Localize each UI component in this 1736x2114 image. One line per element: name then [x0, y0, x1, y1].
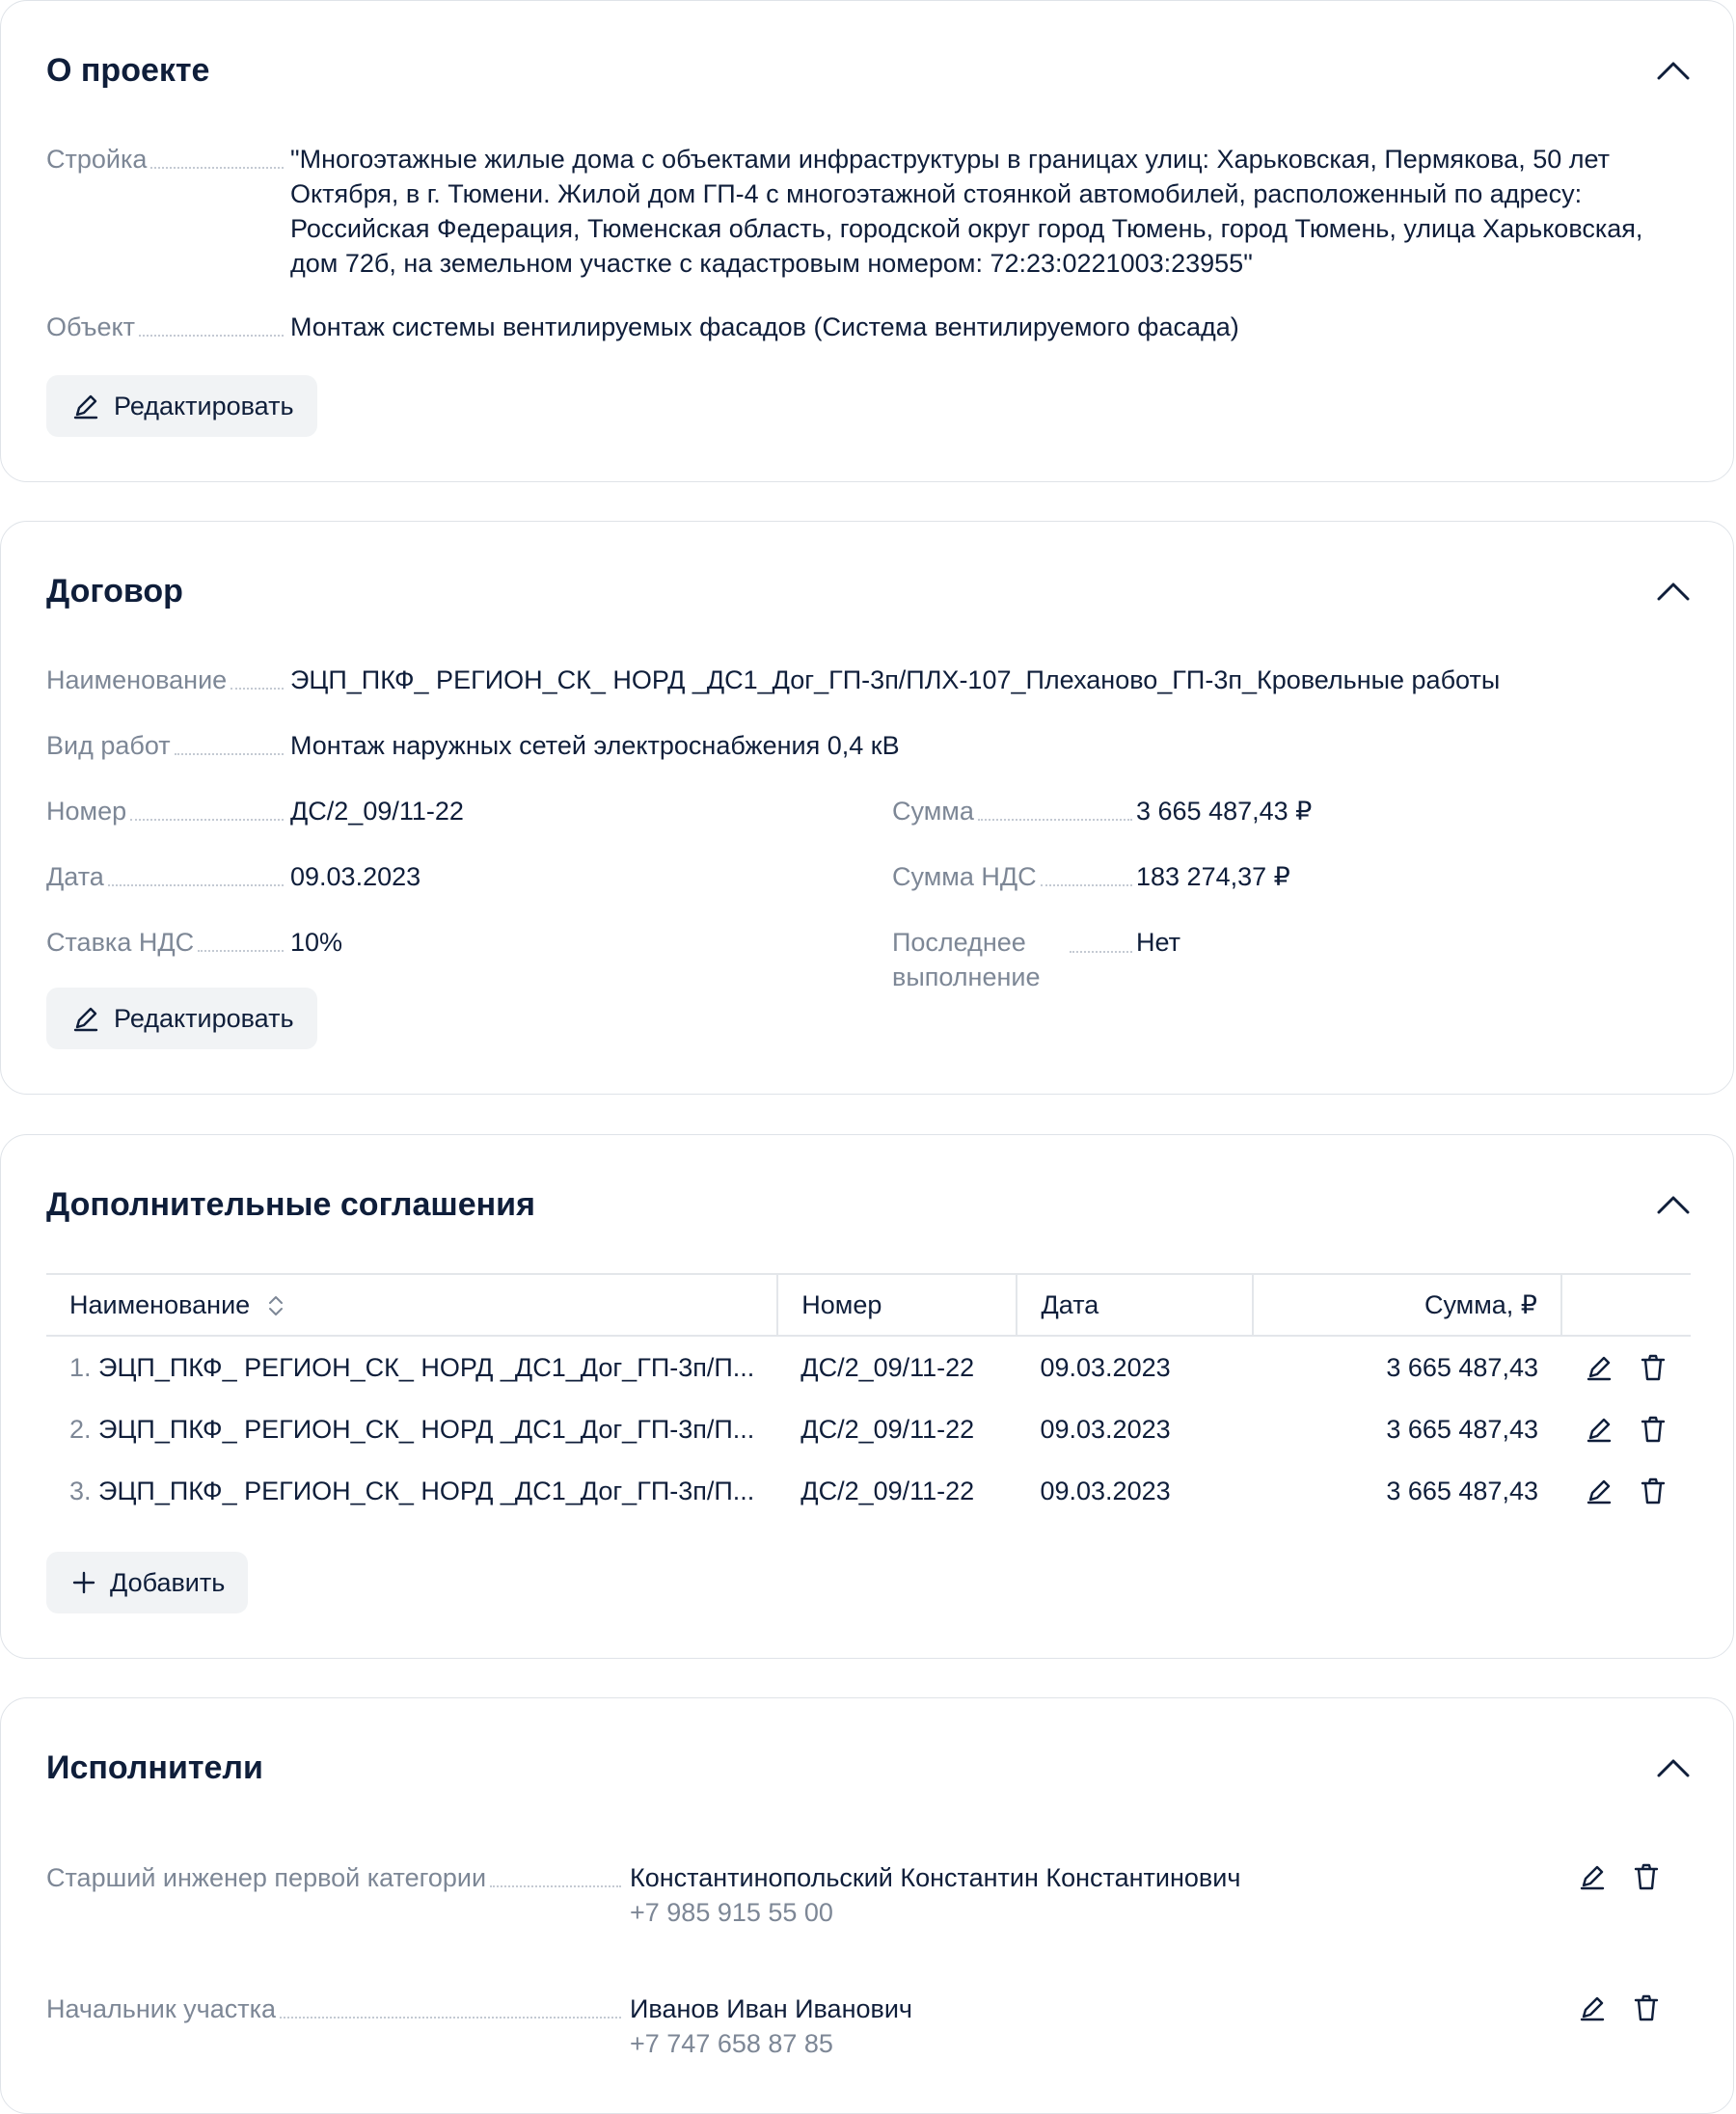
contract-title: Договор [46, 573, 183, 610]
executors-title: Исполнители [46, 1749, 263, 1786]
agreements-collapse-button[interactable] [1652, 1183, 1695, 1226]
executor-edit-button[interactable] [1578, 1862, 1607, 1891]
row-date: 09.03.2023 [1040, 1352, 1171, 1382]
project-edit-button[interactable] [46, 375, 317, 437]
project-collapse-button[interactable] [1652, 49, 1695, 92]
executor-phone: +7 747 658 87 85 [630, 2029, 833, 2058]
executor-role: Старший инженер первой категории [46, 1863, 487, 1892]
pencil-icon [71, 1004, 100, 1033]
construction-value: "Многоэтажные жилые дома с объектами инфраструктуры в границах улиц: Харьковская, Пермякова, 50 лет Октября, в г. Тюмени. Жилой дом ГП-4 с многоэтажной стоянкой автомобилей, расположенный по адресу: Российская Федерация, Тюменская область, городской округ город Тюмень, город Тюмень, улица Харьковская, дом 72б, на земельном участке с кадастровым номером: 72:23:0221003:23955" [290, 145, 1643, 278]
row-name: ЭЦП_ПКФ_ РЕГИОН_СК_ НОРД _ДС1_Дог_ГП-3п/П... [98, 1414, 755, 1444]
column-date-header: Дата [1017, 1274, 1253, 1336]
row-edit-button[interactable] [1585, 1353, 1614, 1382]
contract-edit-button[interactable] [46, 988, 317, 1049]
row-delete-button[interactable] [1639, 1353, 1668, 1382]
executors-card [0, 1697, 1734, 2114]
table-header-row [46, 1274, 1691, 1336]
contract-work-value: Монтаж наружных сетей электроснабжения 0,4 кВ [290, 731, 900, 760]
contract-name-value: ЭЦП_ПКФ_ РЕГИОН_СК_ НОРД _ДС1_Дог_ГП-3п/ПЛХ-107_Плеханово_ГП-3п_Кровельные работы [290, 665, 1501, 694]
pencil-icon [1585, 1415, 1614, 1444]
executor-delete-button[interactable] [1632, 1862, 1661, 1891]
row-sum: 3 665 487,43 [1386, 1352, 1538, 1382]
row-number-value: ДС/2_09/11-22 [800, 1476, 975, 1505]
column-name-header[interactable]: Наименование [46, 1274, 777, 1336]
pencil-icon [1585, 1353, 1614, 1382]
row-sum: 3 665 487,43 [1386, 1476, 1538, 1505]
trash-icon [1639, 1353, 1668, 1382]
sort-icon[interactable] [267, 1293, 285, 1318]
trash-icon [1632, 1862, 1661, 1891]
column-number-header: Номер [777, 1274, 1017, 1336]
add-agreement-label: Добавить [110, 1567, 226, 1597]
contract-last-value: Нет [1136, 928, 1180, 957]
contract-date-label: Дата [46, 862, 104, 891]
row-name: ЭЦП_ПКФ_ РЕГИОН_СК_ НОРД _ДС1_Дог_ГП-3п/П... [98, 1352, 755, 1382]
agreements-table [46, 1273, 1691, 1522]
row-number: 1. [69, 1352, 92, 1382]
trash-icon [1639, 1477, 1668, 1505]
row-sum: 3 665 487,43 [1386, 1414, 1538, 1444]
executor-name: Константинопольский Константин Константинович [630, 1863, 1241, 1892]
executor-delete-button[interactable] [1632, 1993, 1661, 2022]
chevron-up-icon [1657, 1758, 1690, 1777]
construction-label: Стройка [46, 145, 148, 174]
contract-work-label: Вид работ [46, 731, 171, 760]
trash-icon [1639, 1415, 1668, 1444]
contract-vat-sum-label: Сумма НДС [892, 862, 1037, 891]
contract-date-value: 09.03.2023 [290, 862, 421, 891]
contract-vat-rate-value: 10% [290, 928, 343, 957]
project-card [0, 0, 1734, 482]
row-number-value: ДС/2_09/11-22 [800, 1352, 975, 1382]
executor-phone: +7 985 915 55 00 [630, 1898, 833, 1927]
row-date: 09.03.2023 [1040, 1414, 1171, 1444]
column-actions-header [1561, 1274, 1691, 1336]
executors-collapse-button[interactable] [1652, 1747, 1695, 1789]
pencil-icon [1585, 1477, 1614, 1505]
row-delete-button[interactable] [1639, 1477, 1668, 1505]
executor-name: Иванов Иван Иванович [630, 1994, 912, 2023]
pencil-icon [71, 392, 100, 420]
contract-number-value: ДС/2_09/11-22 [290, 797, 464, 826]
row-name: ЭЦП_ПКФ_ РЕГИОН_СК_ НОРД _ДС1_Дог_ГП-3п/П... [98, 1476, 755, 1505]
chevron-up-icon [1657, 61, 1690, 80]
row-number: 3. [69, 1476, 92, 1505]
row-delete-button[interactable] [1639, 1415, 1668, 1444]
contract-number-label: Номер [46, 797, 127, 826]
row-number-value: ДС/2_09/11-22 [800, 1414, 975, 1444]
trash-icon [1632, 1993, 1661, 2022]
project-edit-label: Редактировать [114, 391, 294, 420]
contract-vat-sum-value: 183 274,37 ₽ [1136, 862, 1290, 891]
table-row [46, 1336, 1691, 1398]
chevron-up-icon [1657, 1195, 1690, 1214]
contract-collapse-button[interactable] [1652, 570, 1695, 612]
project-title: О проекте [46, 52, 210, 89]
table-row [46, 1398, 1691, 1460]
agreements-card [0, 1134, 1734, 1659]
contract-vat-rate-label: Ставка НДС [46, 928, 195, 957]
add-agreement-button[interactable] [46, 1552, 248, 1613]
row-date: 09.03.2023 [1040, 1476, 1171, 1505]
executor-edit-button[interactable] [1578, 1993, 1607, 2022]
column-sum-header: Сумма, ₽ [1253, 1274, 1561, 1336]
contract-edit-label: Редактировать [114, 1003, 294, 1033]
agreements-title: Дополнительные соглашения [46, 1186, 535, 1223]
executor-role: Начальник участка [46, 1994, 277, 2023]
pencil-icon [1578, 1862, 1607, 1891]
table-row [46, 1460, 1691, 1522]
contract-sum-value: 3 665 487,43 ₽ [1136, 797, 1313, 826]
contract-sum-label: Сумма [892, 797, 974, 826]
object-value: Монтаж системы вентилируемых фасадов (Система вентилируемого фасада) [290, 312, 1239, 341]
pencil-icon [1578, 1993, 1607, 2022]
contract-last-label: Последнее выполнение [892, 928, 1041, 991]
plus-icon [71, 1570, 96, 1595]
row-number: 2. [69, 1414, 92, 1444]
object-label: Объект [46, 312, 135, 341]
contract-card [0, 521, 1734, 1095]
row-edit-button[interactable] [1585, 1415, 1614, 1444]
contract-name-label: Наименование [46, 665, 228, 694]
row-edit-button[interactable] [1585, 1477, 1614, 1505]
chevron-up-icon [1657, 582, 1690, 601]
